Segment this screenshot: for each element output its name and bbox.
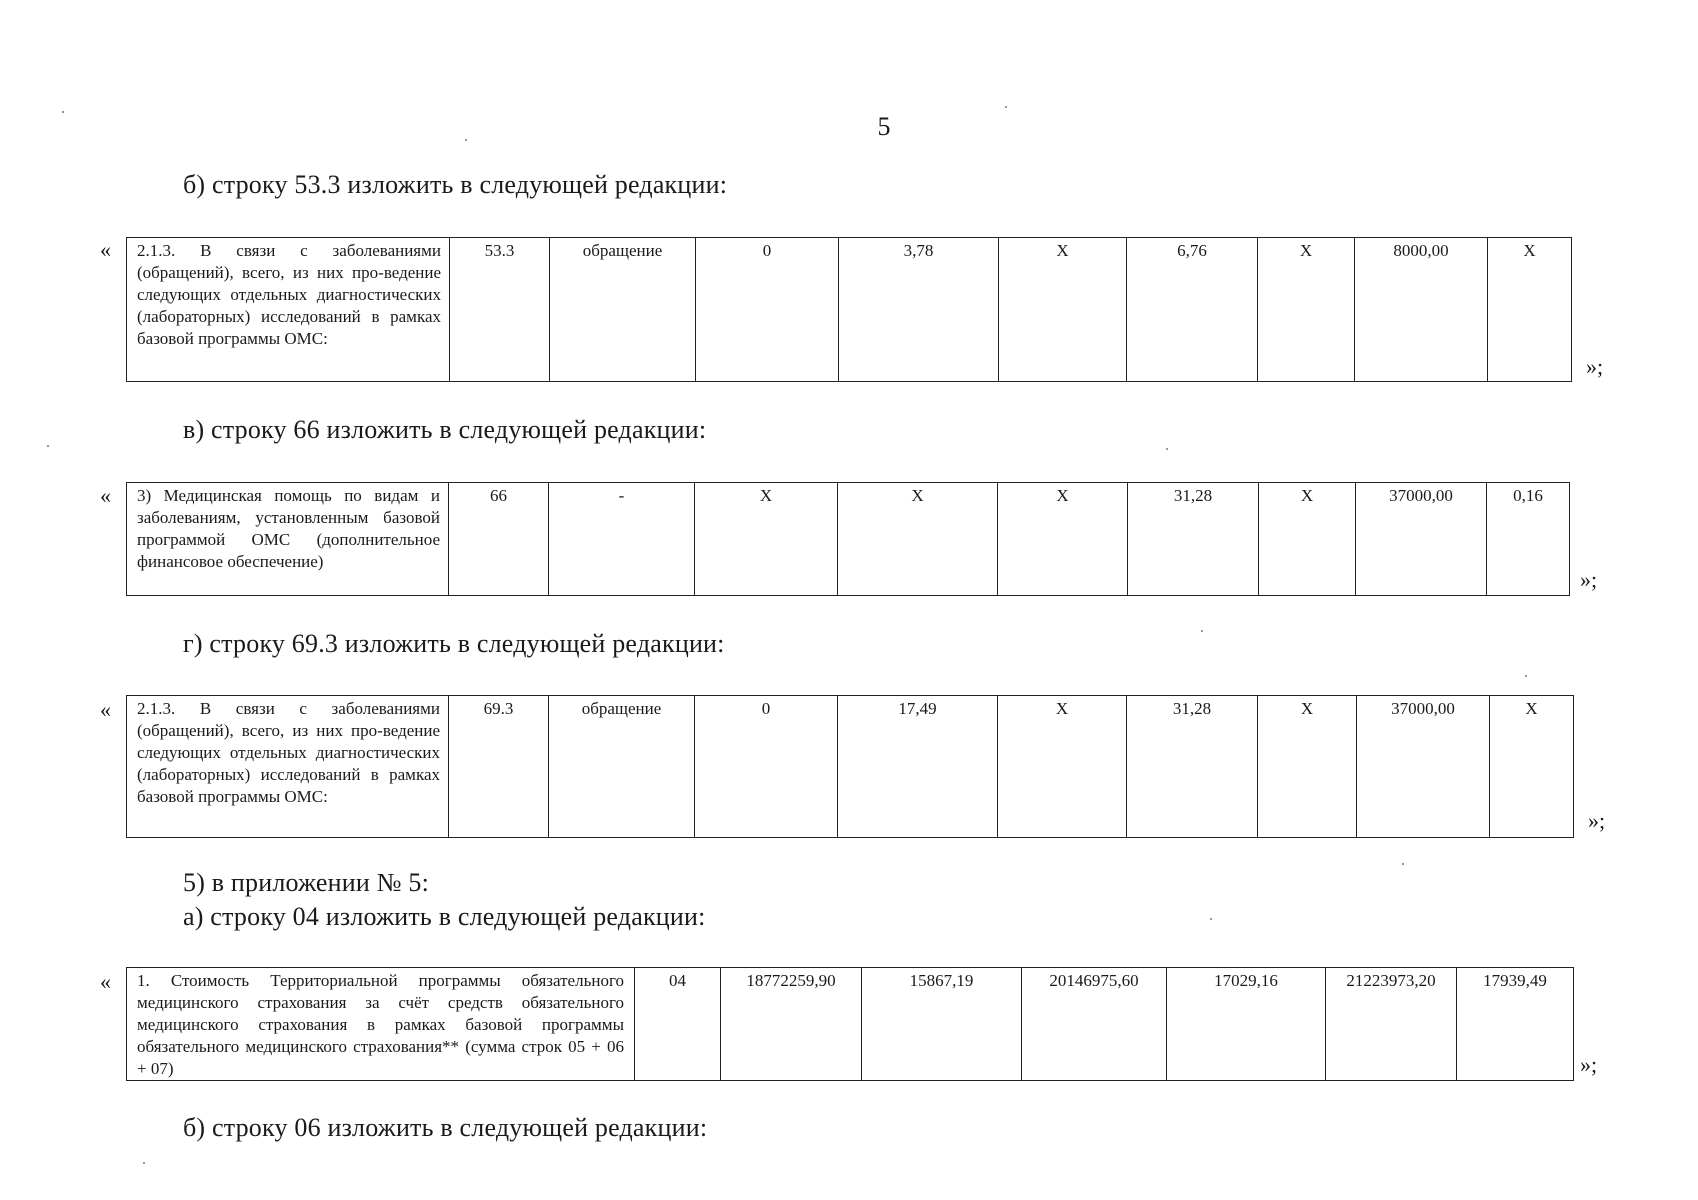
table-row xyxy=(127,238,1572,382)
value-cell: 17939,49 xyxy=(1457,968,1574,1081)
page-number: 5 xyxy=(877,112,891,141)
scan-speck xyxy=(1402,863,1404,865)
row-name-cell: 2.1.3. В связи с заболеваниями (обращений), всего, из них про-ведение следующих отдельных диагностических (лабораторных) исследований в рамках базовой программы ОМС: xyxy=(127,238,450,382)
scan-speck xyxy=(143,1162,145,1164)
value-cell: Х xyxy=(999,238,1127,382)
open-quote: « xyxy=(100,697,111,722)
value-cell: 18772259,90 xyxy=(721,968,862,1081)
scan-speck xyxy=(1166,448,1168,450)
value-cell: 8000,00 xyxy=(1355,238,1488,382)
row-code-cell: 04 xyxy=(635,968,721,1081)
value-cell: Х xyxy=(1259,483,1356,596)
value-cell: Х xyxy=(695,483,838,596)
section-heading-69-3: г) строку 69.3 изложить в следующей редакции: xyxy=(183,629,725,658)
open-quote: « xyxy=(100,969,111,994)
row-name-cell: 3) Медицинская помощь по видам и заболеваниям, установленным базовой программой ОМС (дополнительное финансовое обеспечение) xyxy=(127,483,449,596)
close-quote: »; xyxy=(1580,1052,1598,1077)
open-quote: « xyxy=(100,483,111,508)
scan-speck xyxy=(1005,106,1007,108)
row-code-cell: 69.3 xyxy=(449,696,549,838)
scan-speck xyxy=(1201,630,1203,632)
value-cell: 37000,00 xyxy=(1356,483,1487,596)
scan-speck xyxy=(47,445,49,447)
row-table-66 xyxy=(126,482,1570,596)
row-name-cell: 1. Стоимость Территориальной программы обязательного медицинского страхования за счёт средств обязательного медицинского страхования в рамках базовой программы обязательного медицинского страхования** (сумма строк 05 + 06 + 07) xyxy=(127,968,635,1081)
value-cell: 6,76 xyxy=(1127,238,1258,382)
value-cell: Х xyxy=(838,483,998,596)
row-table-53-3 xyxy=(126,237,1572,382)
unit-cell: обращение xyxy=(549,696,695,838)
value-cell: 31,28 xyxy=(1128,483,1259,596)
value-cell: Х xyxy=(1488,238,1572,382)
table-row xyxy=(127,483,1570,596)
value-cell: 3,78 xyxy=(839,238,999,382)
row-code-cell: 53.3 xyxy=(450,238,550,382)
value-cell: Х xyxy=(1258,696,1357,838)
row-table-69-3 xyxy=(126,695,1574,838)
section-heading-53-3: б) строку 53.3 изложить в следующей редакции: xyxy=(183,170,728,199)
value-cell: Х xyxy=(1258,238,1355,382)
table-row xyxy=(127,968,1574,1081)
value-cell: 15867,19 xyxy=(862,968,1022,1081)
scan-speck xyxy=(1525,675,1527,677)
scan-speck xyxy=(465,139,467,141)
table-row xyxy=(127,696,1574,838)
close-quote: »; xyxy=(1588,808,1606,833)
section-heading-06: б) строку 06 изложить в следующей редакции: xyxy=(183,1113,708,1142)
row-name-cell: 2.1.3. В связи с заболеваниями (обращений), всего, из них про-ведение следующих отдельных диагностических (лабораторных) исследований в рамках базовой программы ОМС: xyxy=(127,696,449,838)
scan-speck xyxy=(62,111,64,113)
value-cell: 21223973,20 xyxy=(1326,968,1457,1081)
value-cell: 20146975,60 xyxy=(1022,968,1167,1081)
row-table-04 xyxy=(126,967,1574,1081)
value-cell: 17029,16 xyxy=(1167,968,1326,1081)
unit-cell: обращение xyxy=(550,238,696,382)
value-cell: 0 xyxy=(696,238,839,382)
row-code-cell: 66 xyxy=(449,483,549,596)
value-cell: 31,28 xyxy=(1127,696,1258,838)
close-quote: »; xyxy=(1580,567,1598,592)
value-cell: Х xyxy=(998,483,1128,596)
section-heading-66: в) строку 66 изложить в следующей редакции: xyxy=(183,415,707,444)
appendix-heading: 5) в приложении № 5: xyxy=(183,868,430,897)
scan-speck xyxy=(1210,918,1212,920)
value-cell: Х xyxy=(998,696,1127,838)
close-quote: »; xyxy=(1586,354,1604,379)
value-cell: 0 xyxy=(695,696,838,838)
value-cell: 37000,00 xyxy=(1357,696,1490,838)
value-cell: 0,16 xyxy=(1487,483,1570,596)
value-cell: Х xyxy=(1490,696,1574,838)
open-quote: « xyxy=(100,237,111,262)
value-cell: 17,49 xyxy=(838,696,998,838)
section-heading-04: а) строку 04 изложить в следующей редакции: xyxy=(183,902,706,931)
unit-cell: - xyxy=(549,483,695,596)
